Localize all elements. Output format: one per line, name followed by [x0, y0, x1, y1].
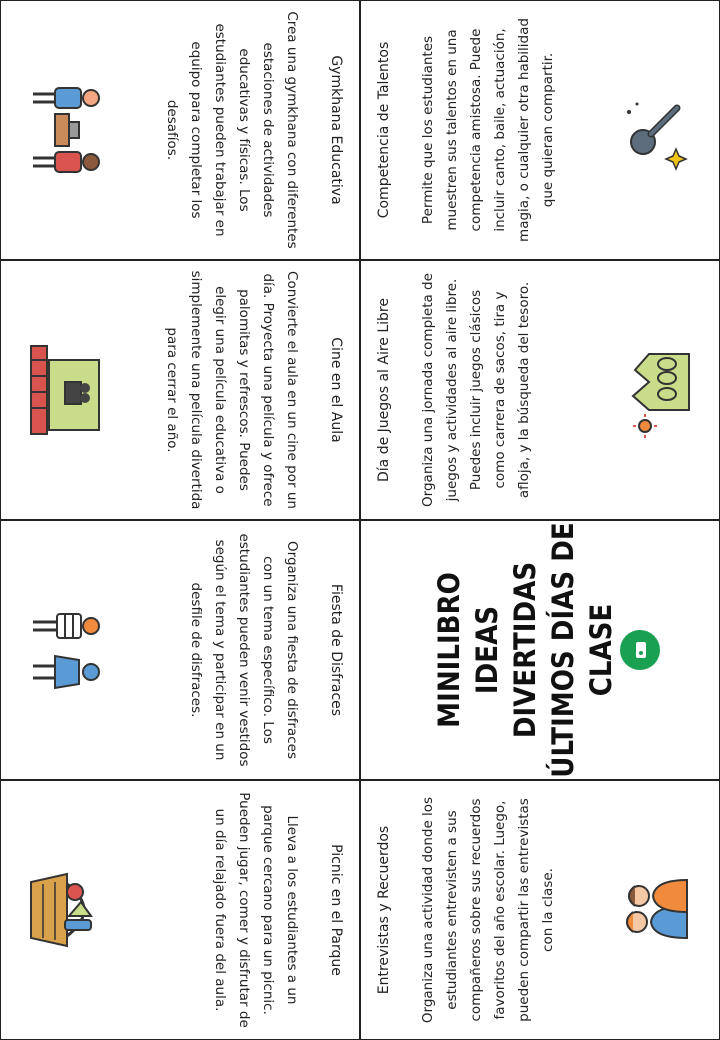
cover-title — [430, 520, 620, 780]
card-juegos — [360, 260, 720, 520]
gymkhana-people-icon — [25, 80, 105, 180]
card-text: Organiza una jornada completa de juegos y actividades al aire libre. Puedes incluir juegos clásicos como carrera de sacos, tira y afloja, y la búsqueda del tesoro. — [420, 273, 532, 507]
cover-line-1: MINILIBRO — [432, 572, 466, 728]
card-picnic — [0, 780, 360, 1040]
card-title: Día de Juegos al Aire Libre — [376, 298, 392, 482]
card-title: Gymkhana Educativa — [328, 55, 344, 205]
card-gymkhana — [0, 0, 360, 260]
card-text: Organiza una fiesta de disfraces con un tema específico. Los estudiantes pueden venir vestidos según el tema y participar en un desfile de disfraces. — [188, 533, 300, 767]
card-text: Organiza una actividad donde los estudiantes entrevisten a sus compañeros sobre sus recuerdos favoritos del año escolar. Luego, pueden compartir las entrevistas con la clase. — [420, 796, 556, 1024]
brand-logo-icon — [620, 630, 660, 670]
cinema-icon — [25, 340, 105, 440]
students-talking-icon — [615, 860, 695, 960]
card-text: Crea una gymkhana con diferentes estaciones de actividades educativas y físicas. Los estudiantes pueden trabajar en equipo para completar los desafíos. — [164, 11, 300, 249]
card-talentos — [360, 0, 720, 260]
outdoor-landscape-icon — [615, 340, 695, 440]
card-text: Lleva a los estudiantes a un parque cercano para un picnic. Pueden jugar, comer y disfrutar de un día relajado fuera del aula. — [212, 792, 300, 1028]
card-title: Fiesta de Disfraces — [328, 583, 344, 717]
microphone-icon — [615, 80, 695, 180]
card-cine — [0, 260, 360, 520]
card-title: Competencia de Talentos — [376, 41, 392, 219]
card-cover — [360, 520, 720, 780]
card-title: Cine en el Aula — [328, 337, 344, 443]
card-text: Permite que los estudiantes muestren sus talentos en una competencia amistosa. Puede incluir canto, baile, actuación, magia, o cualquier otra habilidad que quieran compartir. — [420, 18, 556, 242]
picnic-basket-icon — [25, 860, 105, 960]
cover-line-3: ÚLTIMOS DÍAS DE — [546, 522, 580, 778]
card-text: Convierte el aula en un cine por un día. Proyecta una película y ofrece palomitas y refrescos. Puedes elegir una película educativa o simplemente una película divertida para cerrar el año. — [164, 270, 300, 510]
card-title: Picnic en el Parque — [328, 844, 344, 976]
card-disfraces — [0, 520, 360, 780]
costume-people-icon — [25, 600, 105, 700]
cover-line-4: CLASE — [584, 603, 618, 697]
cover-line-2: IDEAS DIVERTIDAS — [470, 561, 542, 739]
card-entrevistas — [360, 780, 720, 1040]
card-title: Entrevistas y Recuerdos — [376, 825, 392, 995]
